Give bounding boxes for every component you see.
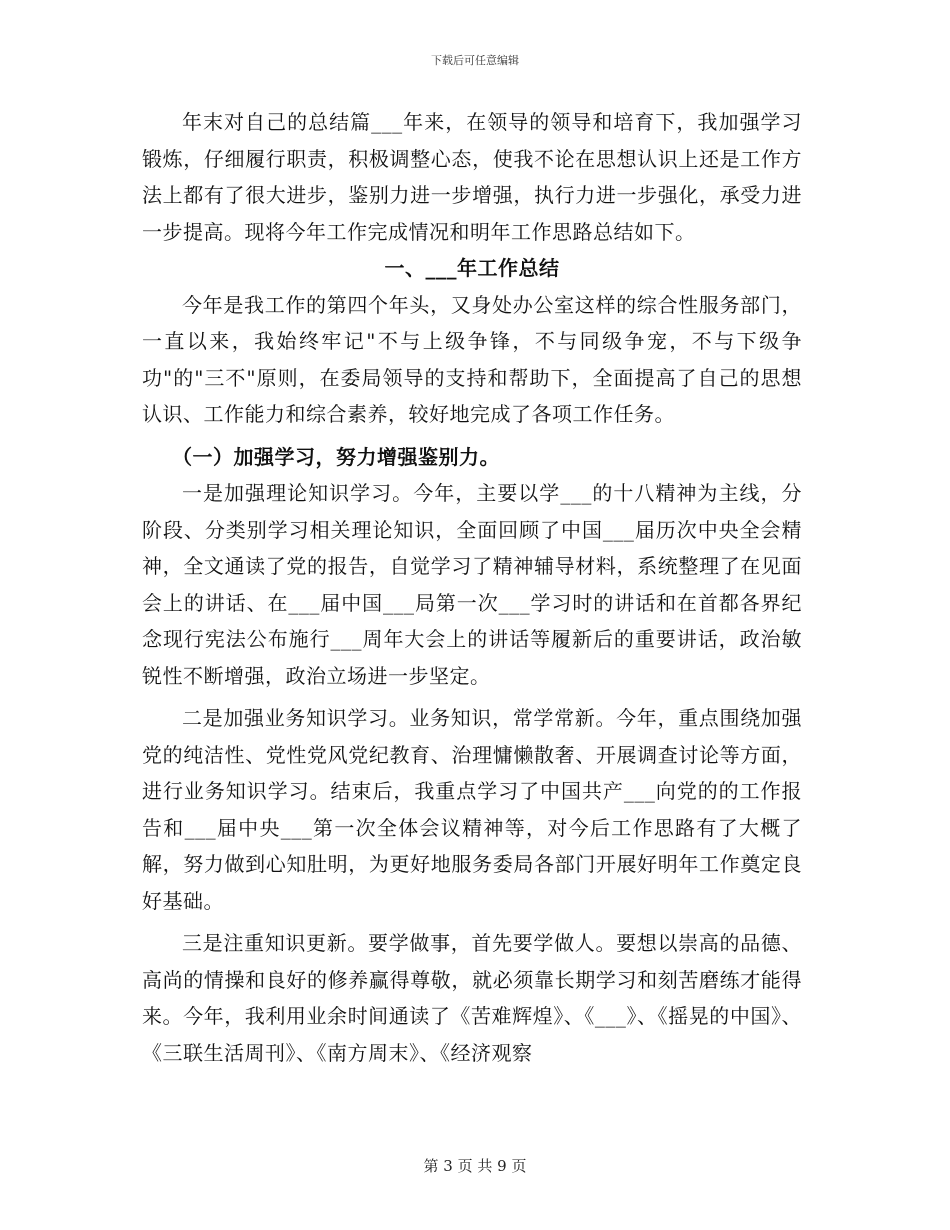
document-body <box>142 104 802 1071</box>
point-three-paragraph: 三是注重知识更新。要学做事，首先要学做人。要想以崇高的品德、高尚的情操和良好的修养赢得尊敬，就必须靠长期学习和刻苦磨练才能得来。今年，我利用业余时间通读了《苦难辉煌》、《___》、《摇晃的中国》、《三联生活周刊》、《南方周末》、《经济观察 <box>142 931 802 1065</box>
point-two-paragraph: 二是加强业务知识学习。业务知识，常学常新。今年，重点围绕加强党的纯洁性、党性党风党纪教育、治理慵懒散奢、开展调查讨论等方面，进行业务知识学习。结束后，我重点学习了中国共产___向党的的工作报告和___届中央___第一次全体会议精神等，对今后工作思路有了大概了解，努力做到心知肚明，为更好地服务委局各部门开展好明年工作奠定良好基础。 <box>142 706 802 913</box>
point-one-paragraph: 一是加强理论知识学习。今年，主要以学___的十八精神为主线，分阶段、分类别学习相关理论知识，全面回顾了中国___届历次中央全会精神，全文通读了党的报告，自觉学习了精神辅导材料，系统整理了在见面会上的讲话、在___届中国___局第一次___学习时的讲话和在首都各界纪念现行宪法公布施行___周年大会上的讲话等履新后的重要讲话，政治敏锐性不断增强，政治立场进一步坚定。 <box>142 481 802 688</box>
header-note: 下载后可任意编辑 <box>431 54 519 67</box>
section-heading: 一、___年工作总结 <box>384 256 560 280</box>
intro-paragraph: 年末对自己的总结篇___年来，在领导的领导和培育下，我加强学习锻炼，仔细履行职责，积极调整心态，使我不论在思想认识上还是工作方法上都有了很大进步，鉴别力进一步增强，执行力进一步强化，承受力进一步提高。现将今年工作完成情况和明年工作思路总结如下。 <box>142 110 802 244</box>
section-paragraph: 今年是我工作的第四个年头，又身处办公室这样的综合性服务部门，一直以来，我始终牢记"不与上级争锋，不与同级争宠，不与下级争功"的"三不"原则，在委局领导的支持和帮助下，全面提高了自己的思想认识、工作能力和综合素养，较好地完成了各项工作任务。 <box>142 292 802 426</box>
page-number: 第 3 页 共 9 页 <box>423 1157 527 1175</box>
subsection-heading: （一）加强学习，努力增强鉴别力。 <box>172 444 500 469</box>
